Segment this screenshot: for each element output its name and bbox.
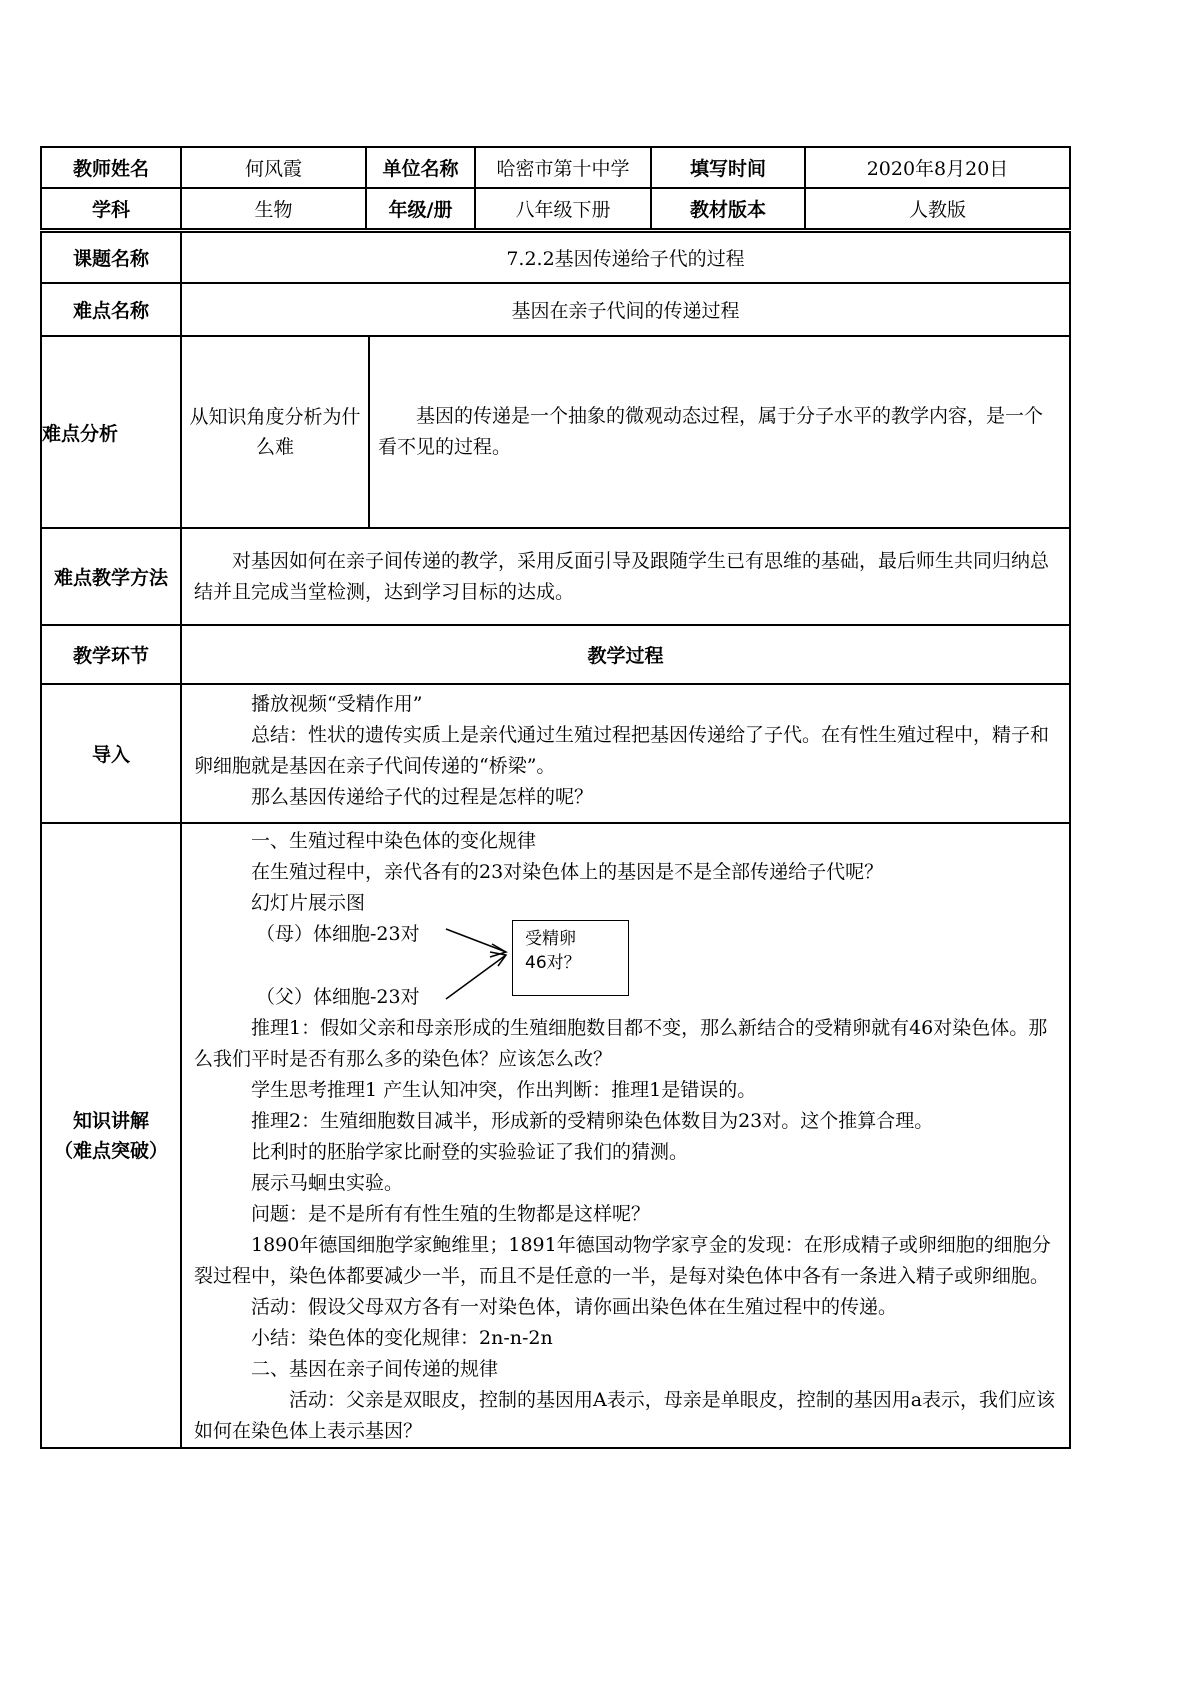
knowledge-paragraph: 活动：假设父母双方各有一对染色体，请你画出染色体在生殖过程中的传递。	[251, 1296, 898, 1318]
header-table	[40, 146, 1071, 230]
intro-paragraph: 播放视频“受精作用”	[251, 693, 423, 715]
edition-value: 人教版	[805, 188, 1070, 229]
zygote-box-line2: 46对？	[525, 953, 581, 973]
knowledge-label-line1: 知识讲解	[72, 1109, 149, 1132]
knowledge-paragraph: 活动：父亲是双眼皮，控制的基因用A表示，母亲是单眼皮，控制的基因用a表示，我们应该如何在染色体上表示基因？	[194, 1389, 1056, 1442]
main-table	[40, 231, 1071, 1449]
process-section-title: 教学过程	[181, 625, 1070, 684]
analysis-text-cell	[369, 336, 1070, 528]
mother-cell-label: （母）体细胞-23对	[256, 923, 420, 945]
teacher-name-label: 教师姓名	[41, 147, 181, 188]
zygote-box-line1: 受精卵	[525, 929, 576, 949]
knowledge-label	[41, 823, 181, 1448]
topic-value: 7.2.2基因传递给子代的过程	[181, 232, 1070, 283]
process-section-label: 教学环节	[41, 625, 181, 684]
method-label: 难点教学方法	[41, 528, 181, 625]
unit-name-value: 哈密市第十中学	[475, 147, 651, 188]
knowledge-paragraph: 学生思考推理1 产生认知冲突，作出判断：推理1是错误的。	[251, 1079, 757, 1101]
knowledge-label-line2: （难点突破）	[53, 1139, 168, 1162]
knowledge-paragraph: 展示马蛔虫实验。	[251, 1172, 404, 1194]
knowledge-paragraph: 推理1：假如父亲和母亲形成的生殖细胞数目都不变，那么新结合的受精卵就有46对染色体。那么我们平时是否有那么多的染色体？应该怎么改？	[194, 1017, 1048, 1070]
topic-label: 课题名称	[41, 232, 181, 283]
subject-value: 生物	[181, 188, 366, 229]
difficulty-label: 难点名称	[41, 283, 181, 336]
knowledge-paragraph: 一、生殖过程中染色体的变化规律	[251, 830, 537, 852]
teacher-name-value: 何风霞	[181, 147, 366, 188]
grade-value: 八年级下册	[475, 188, 651, 229]
method-text: 对基因如何在亲子间传递的教学，采用反面引导及跟随学生已有思维的基础，最后师生共同归纳总结并且完成当堂检测，达到学习目标的达成。	[194, 549, 1050, 603]
edition-label: 教材版本	[651, 188, 805, 229]
grade-label: 年级/册	[366, 188, 475, 229]
knowledge-paragraph: 1890年德国细胞学家鲍维里；1891年德国动物学家亨金的发现：在形成精子或卵细胞的细胞分裂过程中，染色体都要减少一半，而且不是任意的一半，是每对染色体中各有一条进入精子或卵细胞。	[194, 1234, 1051, 1287]
knowledge-paragraph: 小结：染色体的变化规律：2n-n-2n	[251, 1327, 553, 1349]
zygote-box	[512, 920, 629, 996]
intro-label: 导入	[41, 684, 181, 823]
knowledge-paragraph: 推理2：生殖细胞数目减半，形成新的受精卵染色体数目为23对。这个推算合理。	[251, 1110, 934, 1132]
knowledge-paragraph: 幻灯片展示图	[251, 892, 366, 914]
method-text-cell	[181, 528, 1070, 625]
father-cell-label: （父）体细胞-23对	[256, 986, 420, 1008]
knowledge-paragraph: 问题：是不是所有有性生殖的生物都是这样呢？	[251, 1203, 651, 1225]
analysis-label: 难点分析	[41, 336, 181, 528]
fertilization-diagram	[194, 919, 1059, 1013]
intro-paragraph: 总结：性状的遗传实质上是亲代通过生殖过程把基因传递给了子代。在有性生殖过程中，精子和卵细胞就是基因在亲子代间传递的“桥梁”。	[194, 724, 1050, 777]
difficulty-value: 基因在亲子代间的传递过程	[181, 283, 1070, 336]
fill-date-value: 2020年8月20日	[805, 147, 1070, 188]
fill-date-label: 填写时间	[651, 147, 805, 188]
analysis-text: 基因的传递是一个抽象的微观动态过程，属于分子水平的教学内容，是一个看不见的过程。	[378, 405, 1044, 458]
knowledge-paragraph: 比利时的胚胎学家比耐登的实验验证了我们的猜测。	[251, 1141, 689, 1163]
knowledge-paragraph: 二、基因在亲子间传递的规律	[251, 1358, 499, 1380]
analysis-sub-label: 从知识角度分析为什么难	[181, 336, 369, 528]
subject-label: 学科	[41, 188, 181, 229]
knowledge-paragraph: 在生殖过程中，亲代各有的23对染色体上的基因是不是全部传递给子代呢？	[251, 861, 884, 883]
unit-name-label: 单位名称	[366, 147, 475, 188]
intro-paragraph: 那么基因传递给子代的过程是怎样的呢？	[251, 786, 594, 808]
knowledge-text-cell	[181, 823, 1070, 1448]
intro-text-cell	[181, 684, 1070, 823]
